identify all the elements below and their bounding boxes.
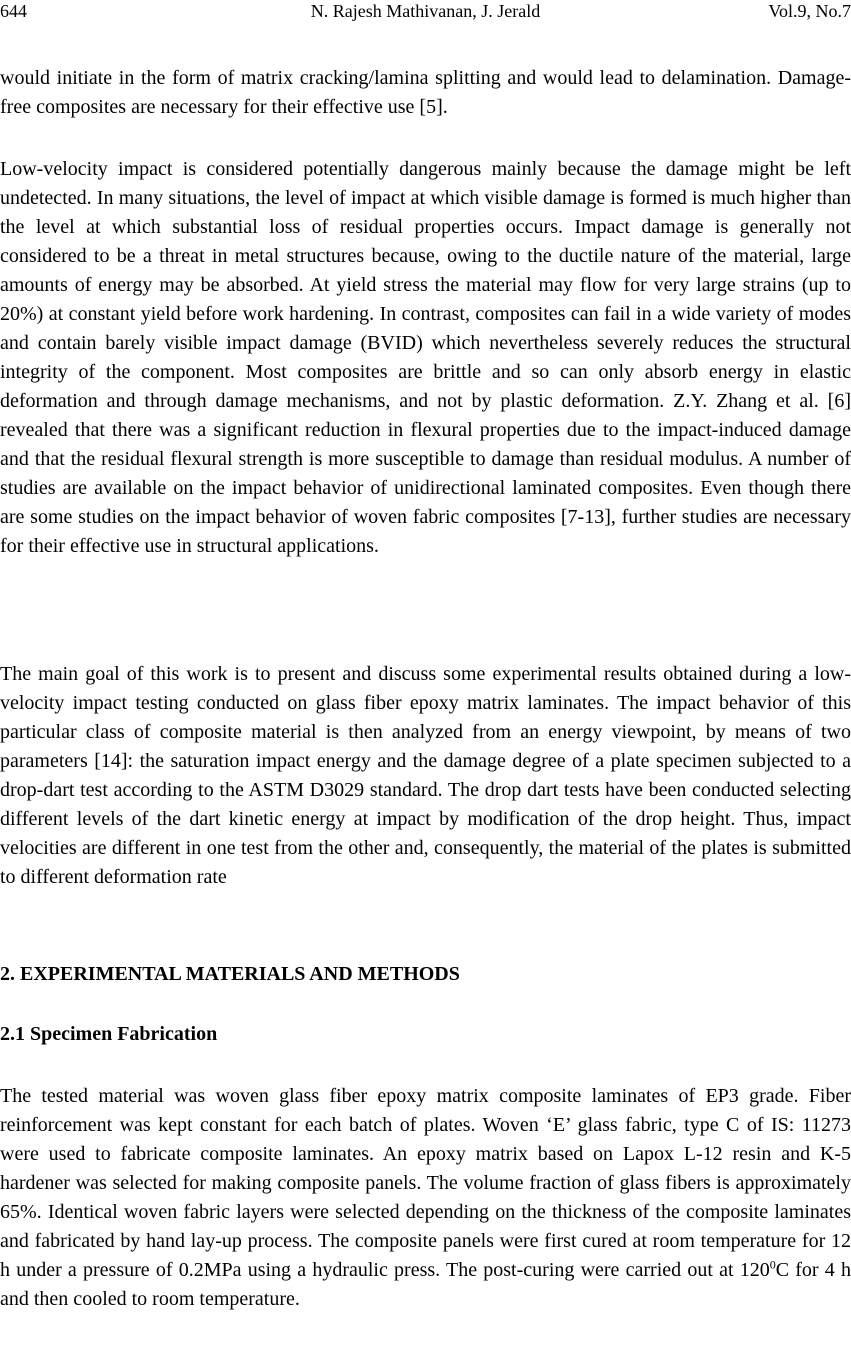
paragraph-specimen-fabrication [0, 1082, 851, 1314]
paragraph-low-velocity-impact: Low-velocity impact is considered potentially dangerous mainly because the damage might be left undetected. In many situations, the level of impact at which visible damage is formed is much higher than the level at which substantial loss of residual properties occurs. Impact damage is generally not considered to be a threat in metal structures because, owing to the ductile nature of the material, large amounts of energy may be absorbed. At yield stress the material may flow for very large strains (up to 20%) at constant yield before work hardening. In contrast, composites can fail in a wide variety of modes and contain barely visible impact damage (BVID) which nevertheless severely reduces the structural integrity of the component. Most composites are brittle and so can only absorb energy in elastic deformation and through damage mechanisms, and not by plastic deformation. Z.Y. Zhang et al. [6] revealed that there was a significant reduction in flexural properties due to the impact-induced damage and that the residual flexural strength is more susceptible to damage than residual modulus. A number of studies are available on the impact behavior of unidirectional laminated composites. Even though there are some studies on the impact behavior of woven fabric composites [7-13], further studies are necessary for their effective use in structural applications. [0, 158, 851, 557]
superscript-degree: 0 [769, 1257, 776, 1272]
header-authors: N. Rajesh Mathivanan, J. Jerald [310, 1, 541, 21]
subsection-heading-specimen-fabrication: 2.1 Specimen Fabrication [0, 1023, 218, 1045]
header-volume: Vol.9, No.7 [768, 1, 851, 21]
paragraph-main-goal: The main goal of this work is to present and discuss some experimental results obtained during a low-velocity impact testing conducted on glass fiber epoxy matrix laminates. The impact behavior of this particular class of composite material is then analyzed from an energy viewpoint, by means of two parameters [14]: the saturation impact energy and the damage degree of a plate specimen subjected to a drop-dart test according to the ASTM D3029 standard. The drop dart tests have been conducted selecting different levels of the dart kinetic energy at impact by modification of the drop height. Thus, impact velocities are different in one test from the other and, consequently, the material of the plates is submitted to different deformation rate [0, 663, 851, 888]
paragraph-text-part2: C for 4 h and then cooled to room temperature. [0, 1259, 851, 1310]
paragraph-text-part1: The tested material was woven glass fiber epoxy matrix composite laminates of EP3 grade. Fiber reinforcement was kept constant for each batch of plates. Woven ‘E’ glass fabric, type C of IS: 11273 were used to fabricate composite laminates. An epoxy matrix based on Lapox L-12 resin and K-5 hardener was selected for making composite panels. The volume fraction of glass fibers is approximately 65%. Identical woven fabric layers were selected depending on the thickness of the composite laminates and fabricated by hand lay-up process. The composite panels were first cured at room temperature for 12 h under a pressure of 0.2MPa using a hydraulic press. The post-curing were carried out at 120 [0, 1085, 851, 1281]
running-header [0, 0, 851, 29]
page-number: 644 [0, 1, 27, 21]
section-heading-experimental: 2. EXPERIMENTAL MATERIALS AND METHODS [0, 963, 460, 985]
paragraph-intro-continuation: would initiate in the form of matrix cracking/lamina splitting and would lead to delamination. Damage-free composites are necessary for their effective use [5]. [0, 67, 851, 118]
